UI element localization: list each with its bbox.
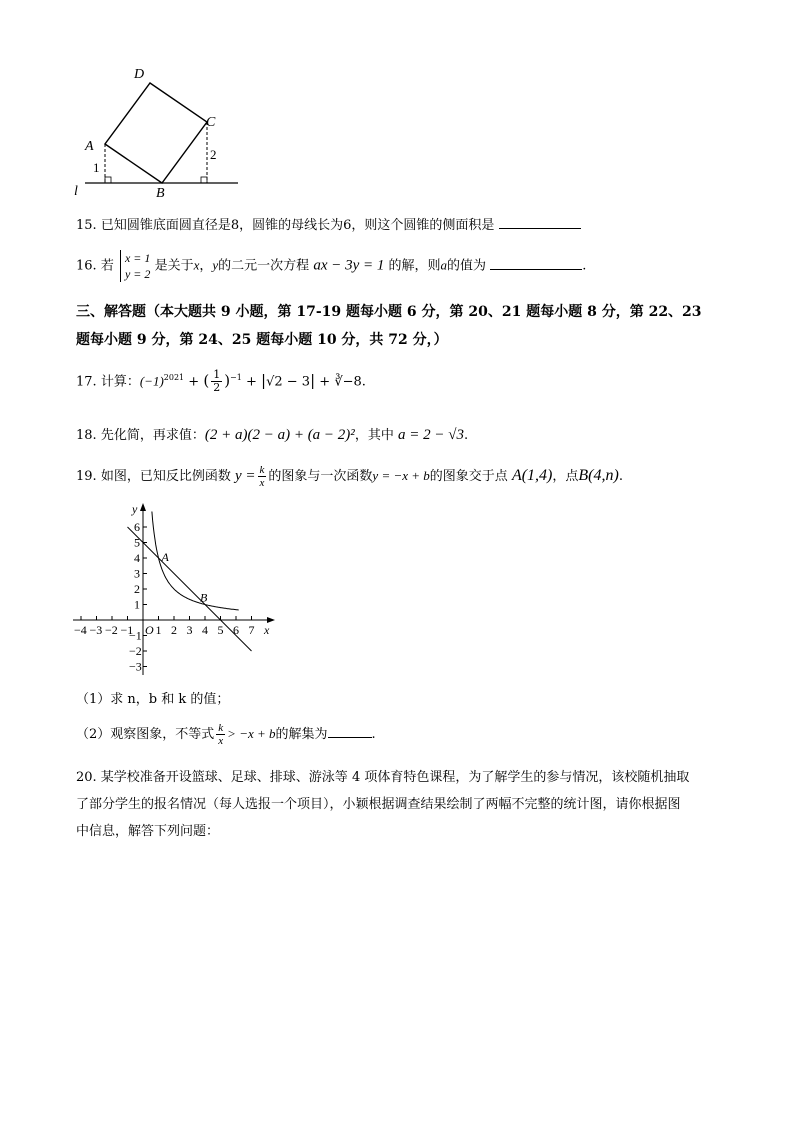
q19-mid2: 的图象交于点 — [429, 469, 508, 484]
q15-number: 15. — [76, 218, 97, 233]
q18-mid: ，其中 — [354, 428, 394, 443]
question-19 — [76, 464, 623, 489]
right-angle-c — [201, 177, 207, 183]
q16-var-a: a — [440, 257, 448, 273]
y-tick-label: −2 — [129, 644, 142, 658]
q20-line3: 中信息，解答下列问题： — [76, 824, 220, 839]
q19-linear: y = −x + b — [372, 468, 430, 483]
square-figure — [70, 60, 250, 200]
q19-point-a: A(1,4) — [511, 467, 553, 484]
y-tick-label: 1 — [134, 597, 140, 612]
x-tick-label: 6 — [233, 623, 239, 637]
q19-end: . — [618, 469, 623, 484]
q16-eq2: y = 2 — [124, 267, 151, 281]
question-16 — [76, 250, 586, 282]
function-graph — [68, 500, 283, 680]
right-angle-a — [105, 177, 111, 183]
q19-sub2-end: . — [371, 727, 376, 742]
q17-exp2: −1 — [230, 373, 242, 382]
length-c: 2 — [210, 147, 217, 162]
q17-plus-1: + — [188, 374, 200, 390]
x-tick-label: 5 — [217, 623, 224, 637]
x-tick-label: 7 — [248, 623, 255, 637]
q18-prefix: 先化简，再求值： — [100, 428, 205, 443]
q19-mid3: ，点 — [552, 469, 579, 484]
point-b-label: B — [200, 590, 208, 605]
q17-end: . — [361, 374, 366, 390]
question-20 — [76, 764, 689, 845]
q17-abs: √2 − 3 — [266, 374, 311, 390]
q16-sep: ， — [199, 258, 213, 274]
q19-sub2-frac-num: k — [218, 722, 224, 734]
q20-line2: 了部分学生的报名情况（每人选报一个项目），小颖根据调查结果绘制了两幅不完整的统计图，请你根据图 — [76, 797, 681, 812]
q17-cube: ∛−8 — [334, 374, 362, 390]
q17-exp: 2021 — [163, 373, 185, 382]
q19-y-eq: y = — [234, 468, 256, 484]
x-axis-label: x — [264, 623, 270, 637]
x-tick-label: −1 — [120, 623, 134, 637]
question-19-part-1 — [76, 690, 229, 710]
x-tick-label: −2 — [105, 623, 118, 637]
label-a: A — [85, 139, 94, 154]
label-b: B — [156, 186, 165, 200]
x-tick-label: 1 — [155, 623, 162, 637]
q19-sub2-suffix: 的解集为 — [275, 727, 328, 742]
q17-number: 17. — [76, 374, 97, 390]
q19-sub2-fraction — [216, 722, 225, 747]
y-tick-label: 5 — [134, 535, 140, 550]
question-19-part-2 — [76, 722, 376, 747]
q17-fraction — [211, 369, 222, 394]
section-3-heading — [76, 298, 702, 354]
q19-fraction — [258, 464, 267, 489]
q19-sub2-prefix: （2）观察图象，不等式 — [76, 727, 215, 742]
label-c: C — [206, 115, 216, 130]
q19-point-b: B(4,n) — [578, 467, 619, 484]
q16-number: 16. — [76, 258, 97, 274]
q15-text: 已知圆锥底面圆直径是8，圆锥的母线长为6，则这个圆锥的侧面积是 — [100, 218, 495, 233]
y-tick-label: 2 — [134, 582, 140, 596]
q17-frac-den: 2 — [213, 381, 221, 395]
question-17: 17. 计算：$(-1)^{2021}$ + ( $\frac{1}{2}$ )$^{-1}$ + |√2 − 3| + ∛−8. — [76, 368, 366, 395]
x-tick-label: 2 — [171, 623, 177, 637]
q19-mid: 的图象与一次函数 — [268, 469, 373, 484]
q18-cond: a = 2 − √3 — [397, 427, 464, 443]
q16-suffix: 的解，则 — [388, 258, 441, 274]
q19-frac-num: k — [259, 464, 265, 476]
x-tick-label: −4 — [74, 623, 87, 637]
y-axis-label: y — [132, 502, 138, 516]
q17-base: (−1) — [139, 373, 164, 389]
q17-frac-num: 1 — [213, 368, 221, 382]
origin-label: O — [145, 623, 154, 637]
label-d: D — [134, 67, 145, 82]
q18-expr: (2 + a)(2 − a) + (a − 2)² — [204, 427, 355, 443]
q17-plus-2: + — [245, 374, 257, 390]
q19-sub2-answer-blank[interactable] — [328, 723, 372, 738]
x-tick-label: 3 — [186, 623, 193, 637]
q16-middle: 是关于 — [154, 258, 194, 274]
q16-system — [120, 250, 150, 282]
q19-sub2-frac-den: x — [218, 735, 224, 747]
section-3-line1: 三、解答题（本大题共 9 小题，第 17-19 题每小题 6 分，第 20、21 题每小题 8 分，第 22、23 — [76, 304, 702, 320]
q16-var-y: y — [212, 257, 219, 273]
length-a: 1 — [93, 160, 100, 175]
y-tick-label: 4 — [134, 551, 140, 565]
x-tick-label: 4 — [202, 623, 208, 637]
y-tick-label: 6 — [134, 520, 140, 534]
q19-prefix: 如图，已知反比例函数 — [100, 469, 231, 484]
q20-line1: 20. 某学校准备开设篮球、足球、排球、游泳等 4 项体育特色课程，为了解学生的参与情况，该校随机抽取 — [76, 770, 690, 785]
q16-eq1: x = 1 — [124, 251, 151, 265]
q16-equation: ax − 3y = 1 — [313, 257, 385, 274]
square-abcd — [105, 83, 207, 183]
q16-end: . — [582, 258, 587, 274]
q19-sub2-rest: > −x + b — [227, 726, 276, 741]
q16-middle2: 的二元一次方程 — [218, 258, 310, 274]
q19-frac-den: x — [259, 477, 265, 489]
q16-suffix2: 的值为 — [447, 258, 487, 274]
x-tick-label: −3 — [89, 623, 103, 637]
y-axis-arrow — [140, 503, 146, 511]
q16-var-x: x — [193, 257, 200, 273]
q19-number: 19. — [76, 469, 97, 484]
q16-prefix: 若 — [100, 258, 114, 274]
y-tick-label: 3 — [134, 566, 140, 581]
q18-number: 18. — [76, 428, 97, 443]
question-15 — [76, 214, 581, 236]
q17-plus-3: + — [319, 374, 331, 390]
y-tick-label: −3 — [129, 659, 142, 674]
q17-prefix: 计算： — [100, 374, 140, 390]
q16-answer-blank[interactable] — [490, 255, 582, 270]
y-tick-label: −1 — [129, 628, 142, 643]
point-a-label: A — [161, 550, 169, 564]
q19-sub1: （1）求 n，b 和 k 的值； — [76, 692, 230, 707]
section-3-line2: 题每小题 9 分，第 24、25 题每小题 10 分，共 72 分，） — [76, 332, 448, 348]
q15-answer-blank[interactable] — [499, 214, 581, 229]
label-l: l — [74, 184, 78, 199]
q18-end: . — [463, 428, 469, 443]
question-18 — [76, 425, 468, 446]
